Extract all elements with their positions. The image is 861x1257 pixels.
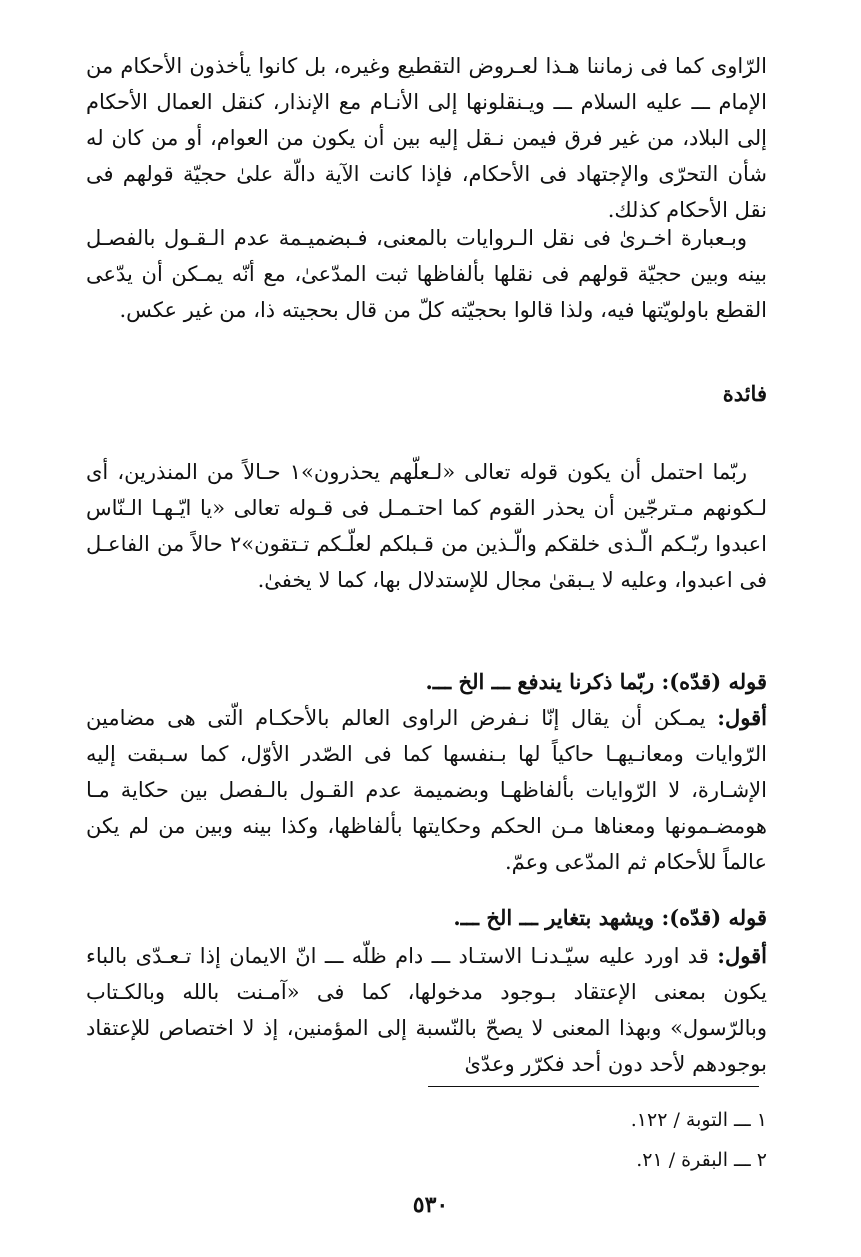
footnote-1: ١ ـــ التوبة / ١٢٢. xyxy=(630,1109,767,1131)
section-2-paragraph xyxy=(86,938,767,1082)
section-1-paragraph xyxy=(86,700,767,880)
section-1-heading: قوله (قدّه): ربّما ذکرنا یندفع ـــ الخ ـــ. xyxy=(425,669,767,694)
paragraph-2: وبـعبارة اخـریٰ فی نقل الـروایات بالمعنی، فـبضمیـمة عدم الـقـول بالفصـل بینه وبین حجیّة قولهم فی نقلها بألفاظها ثبت المدّعیٰ، مع أنّه یمـکن أن یدّعی القطع باولویّتها فیه، ولذا قالوا بحجیّته کلّ من قال بحجیته ذا، من غیر عکس. xyxy=(86,226,767,322)
section-1-lead: أقول: xyxy=(717,705,767,730)
footnote-separator xyxy=(428,1086,759,1087)
section-2-heading: قوله (قدّه): ویشهد بتغایر ـــ الخ ـــ. xyxy=(453,905,767,930)
section-2-body: قد اورد علیه سیّـدنـا الاستـاد ـــ دام ظلّه ـــ انّ الایمان إذا تـعـدّی بالباء یکون بمعنی الإعتقاد بـوجود مدخولها، کما فی «آمـنت بالله وبالکـتاب وبالرّسول» وبهذا المعنی لا یصحّ بالنّسبة إلی المؤمنین، إذ لا اختصاص للإعتقاد بوجودهم لأحد دون أحد فکرّر وعدّیٰ xyxy=(86,944,767,1076)
section-1-body: یمـکن أن یقال إنّا نـفرض الراوی العالم بالأحکـام الّتی هی مضامین الرّوایات ومعانـیهـا حاکیاً لها بـنفسها کما فی الصّدر الأوّل، کما سـبقت إلیه الإشـارة، لا الرّوایات بألفاظهـا وبضمیمة عدم القـول بالـفصل بین حکایة مـا هومضـمونها ومعناها مـن الحکم وحکایتها بألفاظها، وکذا بینه وبین من لم یکن عالماً للأحکام ثم المدّعی وعمّ. xyxy=(86,706,767,874)
faida-heading: فائدة xyxy=(722,381,767,406)
page-number: ٥٣٠ xyxy=(412,1192,449,1218)
faida-paragraph: ربّما احتمل أن یکون قوله تعالی «لـعلّهم یحذرون»١ حـالاً من المنذرین، أی لـکونهم مـترجّین أن یحذر القوم کما احتـمـل فی قـوله تعالی «یا ایّـهـا الـنّاس اعبدوا ربّـکم الّـذی خلقکم والّـذین من قـبلکم لعلّـکم تـتقون»٢ حالاً من الفاعـل فی اعبدوا، وعلیه لا یـبقیٰ مجال للإستدلال بها، کما لا یخفیٰ. xyxy=(86,460,767,592)
footnote-2: ٢ ـــ البقرة / ٢١. xyxy=(636,1149,767,1171)
paragraph-1: الرّاوی کما فی زماننا هـذا لعـروض التقطیع وغیره، بل کانوا یأخذون الأحکام من الإمام ـــ علیه السلام ـــ ویـنقلونها إلی الأنـام مع الإنذار، کنقل العمال الأحکام إلی البلاد، من غیر فرق فیمن نـقل إلیه بین أن یکون من العوام، أو من کان له شأن التحرّی والإجتهاد فی الأحکام، فإذا کانت الآیة دالّة علیٰ حجیّة قولهم فی نقل الأحکام کذلك. xyxy=(86,54,767,222)
section-2-lead: أقول: xyxy=(717,943,767,968)
